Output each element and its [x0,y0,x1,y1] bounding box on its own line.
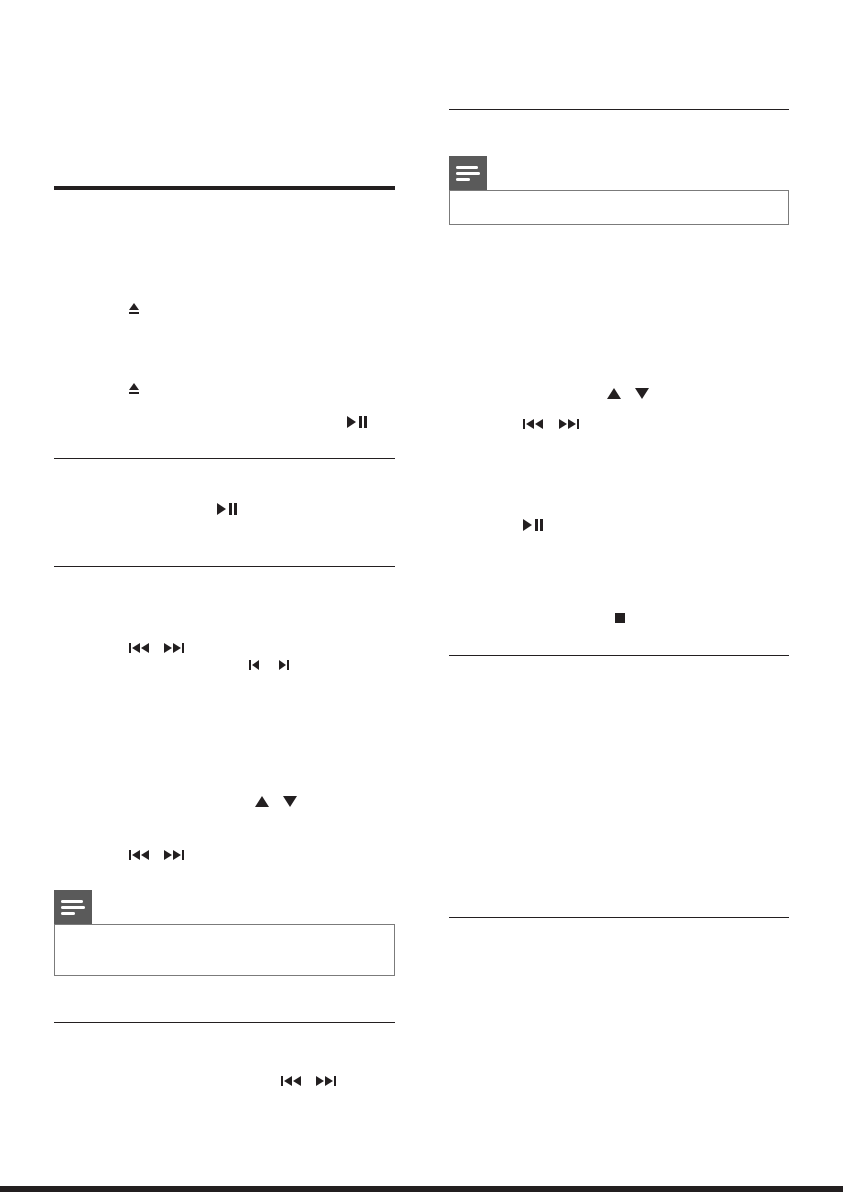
section-rule [449,655,789,656]
note-content [449,190,789,225]
skip-forward-icon [314,1075,338,1087]
note-box [54,890,395,976]
skip-forward-icon [557,418,581,430]
page-bottom-bar [0,1186,843,1192]
skip-forward-icon [162,642,186,654]
skip-forward-icon [162,849,186,861]
down-arrow-icon [282,795,298,808]
section-rule [54,1022,395,1023]
section-heading-rule [54,186,395,190]
play-pause-icon [346,415,368,429]
note-content [54,924,395,976]
note-icon [54,890,92,924]
next-track-icon [278,659,290,671]
play-pause-icon [522,518,544,532]
section-rule [449,109,789,110]
up-arrow-icon [606,387,622,400]
section-rule [54,458,395,459]
section-rule [449,917,789,918]
stop-icon [614,612,626,624]
skip-back-icon [522,418,546,430]
previous-track-icon [248,659,260,671]
note-box [449,156,789,226]
note-icon [449,156,487,190]
up-arrow-icon [254,795,270,808]
skip-back-icon [128,642,152,654]
eject-icon [128,382,140,396]
eject-icon [128,302,140,316]
skip-back-icon [128,849,152,861]
down-arrow-icon [634,387,650,400]
section-rule [54,566,395,567]
skip-back-icon [280,1075,304,1087]
play-pause-icon [216,502,238,516]
